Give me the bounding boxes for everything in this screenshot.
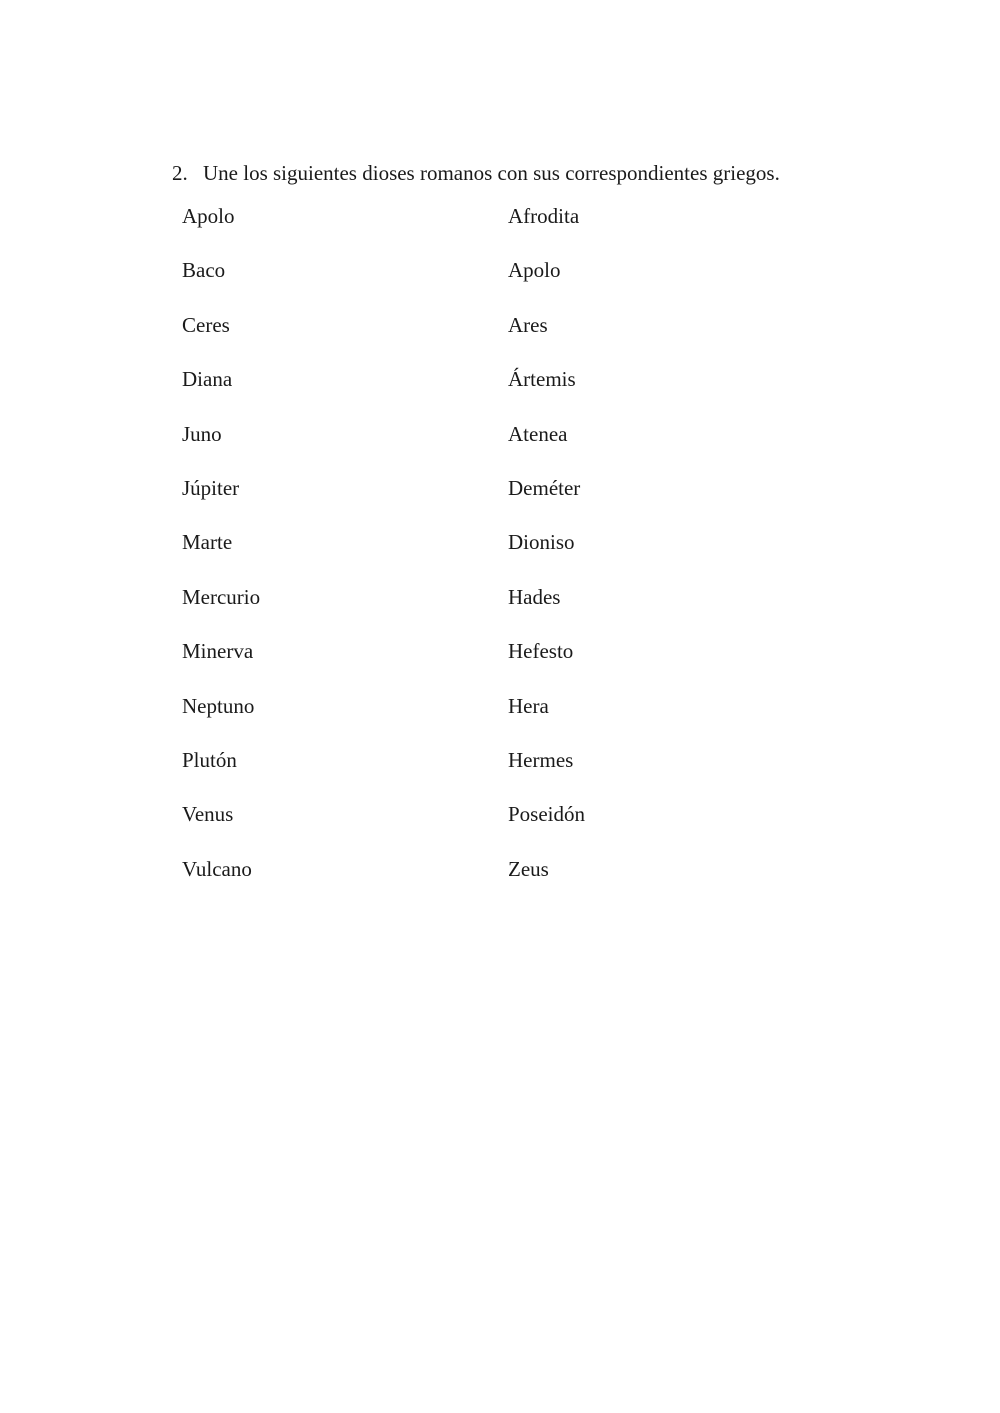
greek-god-item[interactable]: Afrodita bbox=[508, 204, 580, 228]
greek-god-item[interactable]: Atenea bbox=[508, 421, 568, 446]
greek-god-item[interactable]: Ártemis bbox=[508, 367, 576, 392]
roman-god-item[interactable]: Plutón bbox=[182, 747, 237, 772]
greek-god-item[interactable]: Ares bbox=[508, 312, 548, 337]
roman-god-item[interactable]: Apolo bbox=[182, 204, 235, 228]
roman-god-item[interactable]: Vulcano bbox=[182, 856, 252, 881]
greek-god-item[interactable]: Zeus bbox=[508, 856, 549, 881]
roman-god-item[interactable]: Júpiter bbox=[182, 475, 240, 500]
greek-god-item[interactable]: Hades bbox=[508, 584, 561, 609]
roman-god-item[interactable]: Juno bbox=[182, 421, 222, 446]
roman-god-item[interactable]: Neptuno bbox=[182, 693, 255, 718]
greek-god-item[interactable]: Apolo bbox=[508, 258, 561, 283]
greek-god-item[interactable]: Dioniso bbox=[508, 530, 575, 555]
greek-god-item[interactable]: Hera bbox=[508, 693, 549, 718]
roman-god-item[interactable]: Venus bbox=[182, 802, 234, 827]
greek-god-item[interactable]: Poseidón bbox=[508, 802, 586, 827]
greek-god-item[interactable]: Deméter bbox=[508, 475, 581, 500]
exercise-number: 2. bbox=[172, 161, 188, 185]
greek-god-item[interactable]: Hermes bbox=[508, 747, 574, 772]
roman-gods-list bbox=[182, 200, 260, 907]
roman-god-item[interactable]: Ceres bbox=[182, 312, 230, 337]
roman-god-item[interactable]: Diana bbox=[182, 367, 233, 392]
greek-god-item[interactable]: Hefesto bbox=[508, 639, 574, 664]
roman-god-item[interactable]: Mercurio bbox=[182, 584, 261, 609]
roman-god-item[interactable]: Minerva bbox=[182, 639, 254, 664]
exercise-instruction bbox=[172, 158, 780, 188]
exercise-text: Une los siguientes dioses romanos con sus correspondientes griegos. bbox=[203, 161, 780, 185]
roman-god-item[interactable]: Marte bbox=[182, 530, 233, 555]
roman-god-item[interactable]: Baco bbox=[182, 258, 226, 283]
greek-gods-list bbox=[508, 200, 585, 907]
